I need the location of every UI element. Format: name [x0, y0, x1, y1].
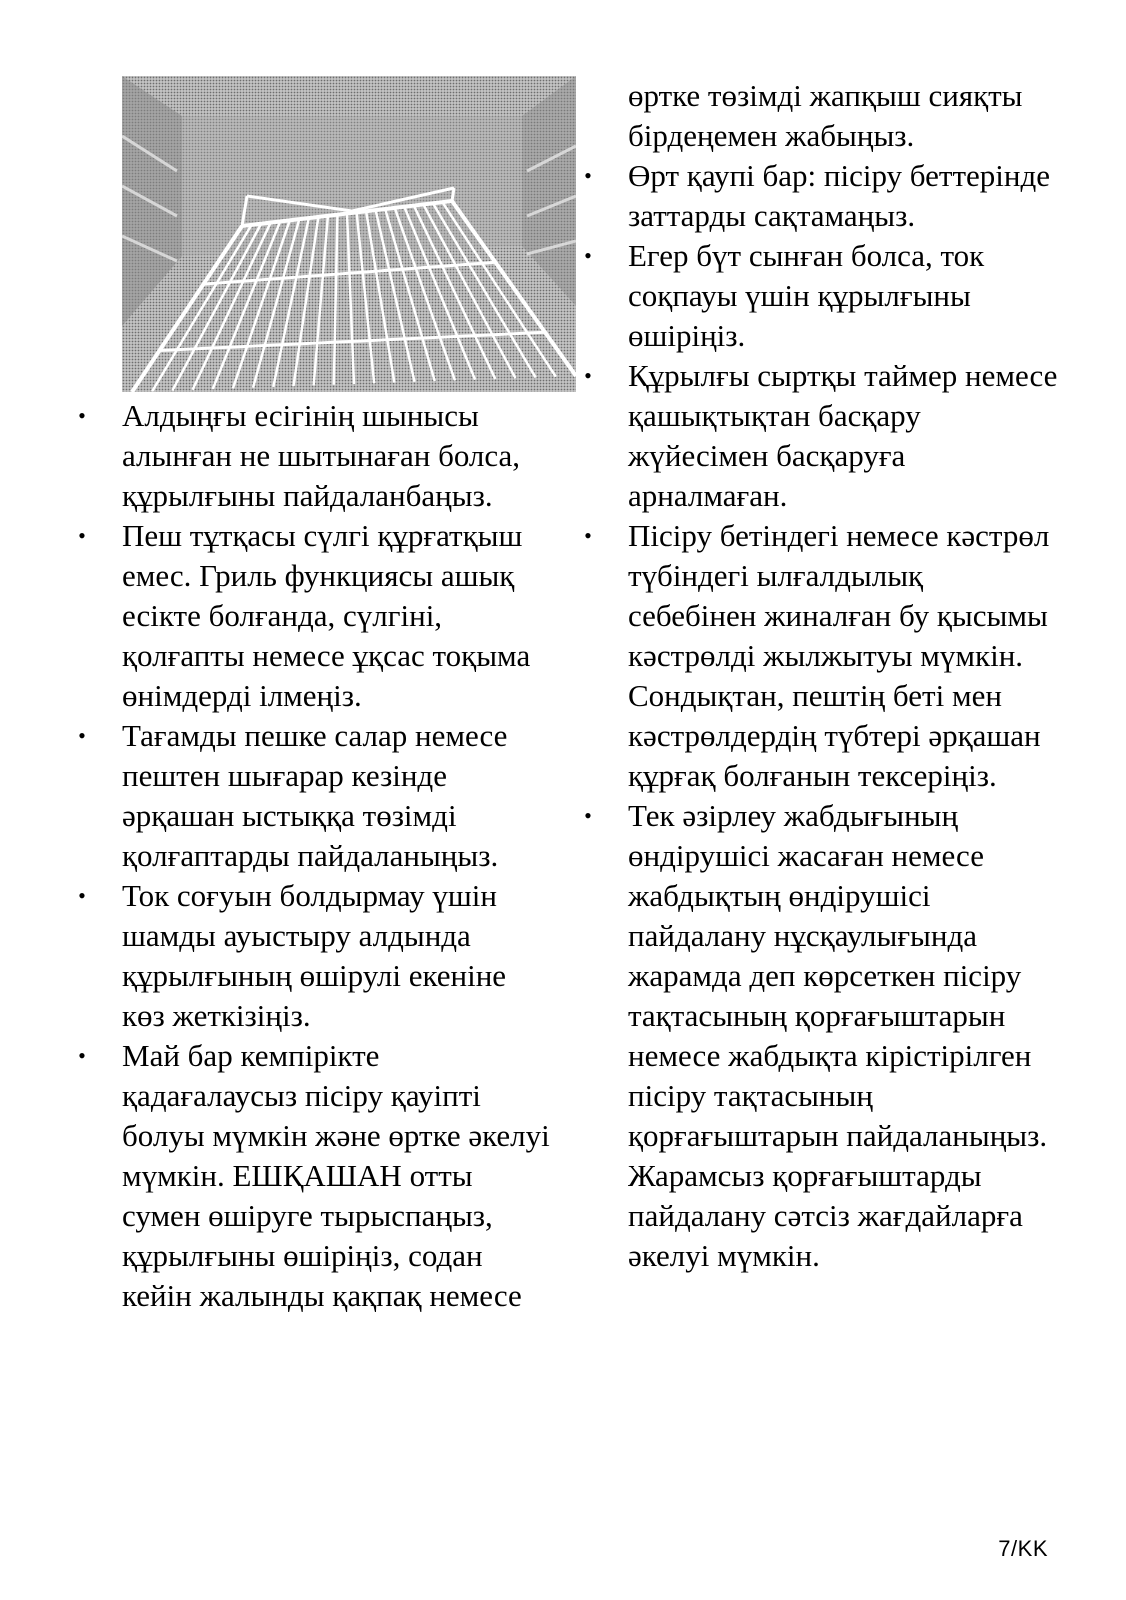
bullet-icon: • [584, 803, 592, 828]
list-item [584, 156, 1058, 236]
list-item-continuation [628, 76, 1058, 156]
list-item-text: Тағамды пешке салар немесе пештен шығарар кезінде әрқашан ыстыққа төзімді қолғаптарды пайдаланыңыз. [122, 718, 508, 873]
list-item-text: Алдыңғы есігінің шынысы алынған не шытынаған болса, құрылғыны пайдаланбаңыз. [122, 398, 521, 513]
list-item [78, 716, 552, 876]
list-item [78, 1036, 552, 1316]
list-item [78, 876, 552, 1036]
list-item-text: Ток соғуын болдырмау үшін шамды ауыстыру алдында құрылғының өшірулі екеніне көз жеткізіңіз. [122, 878, 507, 1033]
bullet-icon: • [78, 403, 86, 428]
list-item [584, 236, 1058, 356]
bullet-icon: • [78, 883, 86, 908]
list-item [78, 396, 552, 516]
bullet-icon: • [584, 363, 592, 388]
list-item-text: Құрылғы сыртқы таймер немесе қашықтықтан басқару жүйесімен басқаруға арналмаған. [628, 358, 1058, 513]
right-bullet-list [584, 76, 1058, 1276]
bullet-icon: • [78, 1043, 86, 1068]
left-bullet-list [78, 396, 552, 1316]
rack-wire [452, 188, 454, 201]
bullet-icon: • [584, 523, 592, 548]
list-item-text: Егер бүт сынған болса, ток соқпауы үшін құрылғыны өшіріңіз. [628, 238, 985, 353]
bullet-icon: • [584, 243, 592, 268]
bullet-icon: • [78, 523, 86, 548]
list-item-text: Пеш тұтқасы сүлгі құрғатқыш емес. Гриль функциясы ашық есікте болғанда, сүлгіні, қолғапты немесе ұқсас тоқыма өнімдерді ілмеңіз. [122, 518, 531, 713]
page-number: 7/KK [998, 1536, 1048, 1561]
list-item [584, 516, 1058, 796]
oven-wire-rack-icon [122, 76, 576, 392]
bullet-icon: • [584, 163, 592, 188]
list-item-text: Өрт қаупі бар: пісіру беттерінде заттарды сақтамаңыз. [628, 158, 1050, 233]
list-item [78, 516, 552, 716]
list-item [584, 796, 1058, 1276]
oven-rack-illustration [122, 76, 576, 392]
list-item-text: Май бар кемпірікте қадағалаусыз пісіру қауіпті болуы мүмкін және өртке әкелуі мүмкін. ЕШҚАШАН отты сумен өшіруге тырыспаңыз, құрылғыны өшіріңіз, содан кейін жалынды қақпақ немесе [122, 1038, 550, 1313]
list-item [584, 356, 1058, 516]
bullet-icon: • [78, 723, 86, 748]
list-item-text: өртке төзімді жапқыш сияқты бірдеңемен жабыңыз. [628, 78, 1023, 153]
list-item-text: Пісіру бетіндегі немесе кәстрөл түбіндегі ылғалдылық себебінен жиналған бу қысымы кәстрөлді жылжытуы мүмкін. Сондықтан, пештің беті мен кәстрөлдердің түбтері әрқашан құрғақ болғанын тексеріңіз. [628, 518, 1050, 793]
list-item-text: Тек әзірлеу жабдығының өндірушісі жасаған немесе жабдықтың өндірушісі пайдалану нұсқаулығында жарамда деп көрсеткен пісіру тақтасының қорғағыштарын немесе жабдықта кірістірілген пісіру тақтасының қорғағыштарын пайдаланыңыз. Жарамсыз қорғағыштарды пайдалану сәтсіз жағдайларға әкелуі мүмкін. [628, 798, 1048, 1273]
